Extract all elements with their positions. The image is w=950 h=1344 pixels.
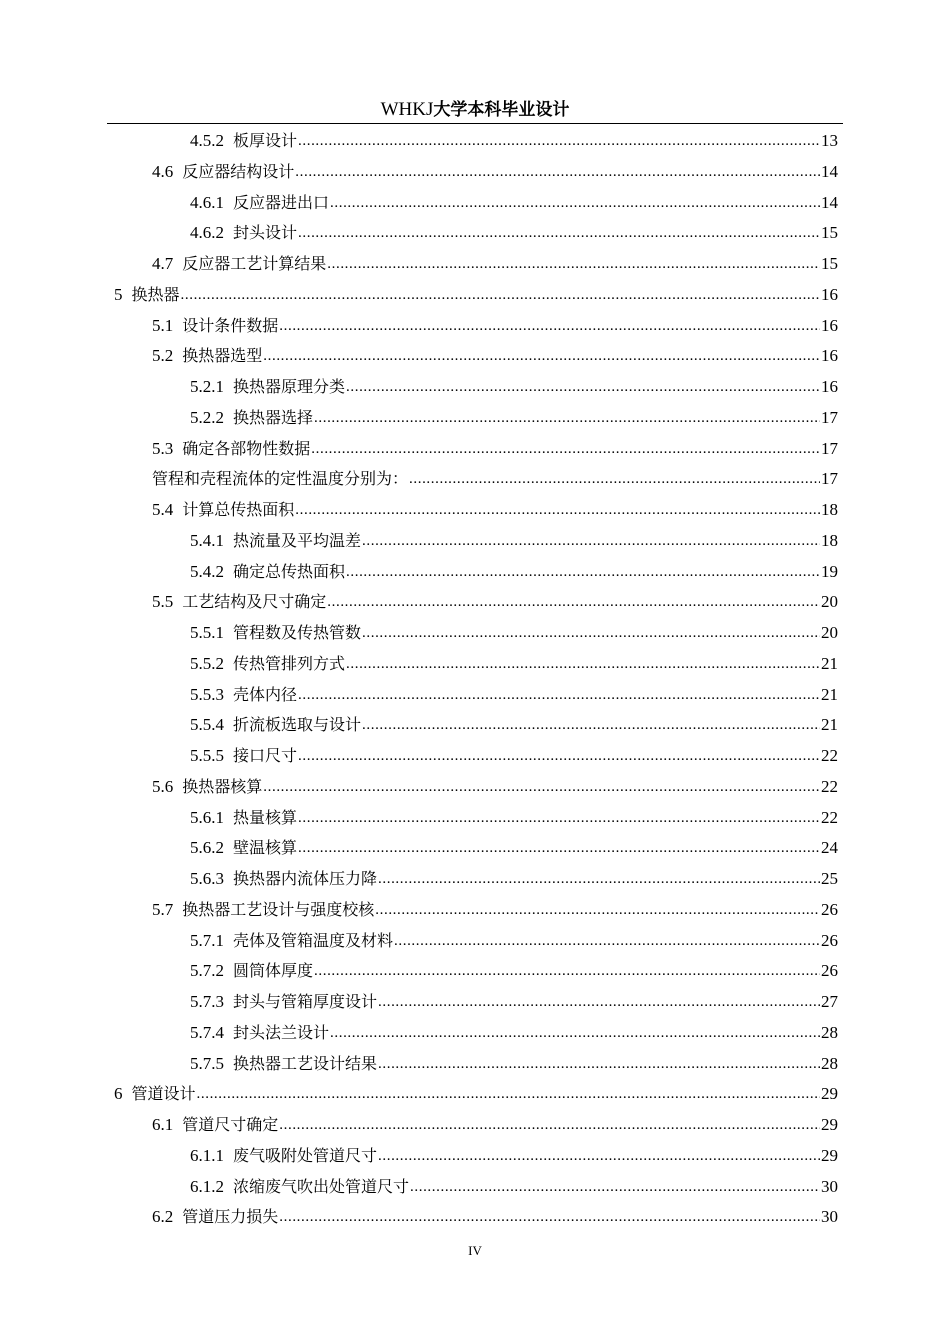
toc-entry[interactable] xyxy=(152,155,838,183)
toc-entry-page: 15 xyxy=(821,254,838,273)
toc-entry-number: 5.7.1 xyxy=(190,930,224,950)
toc-entry[interactable] xyxy=(190,555,838,583)
toc-entry[interactable] xyxy=(114,278,838,306)
toc-entry-page: 18 xyxy=(821,500,838,519)
toc-entry[interactable] xyxy=(190,862,838,890)
toc-entry-number: 5.7.3 xyxy=(190,992,224,1011)
toc-dot-leader xyxy=(279,315,820,337)
toc-entry-number: 5.6 xyxy=(152,776,174,796)
toc-entry-title: 设计条件数据 xyxy=(182,315,279,335)
toc-dot-leader xyxy=(311,438,820,460)
toc-entry-page: 13 xyxy=(821,131,838,150)
toc-entry-title: 浓缩废气吹出处管道尺寸 xyxy=(233,1176,410,1196)
toc-dot-leader xyxy=(327,591,820,613)
toc-entry-title: 废气吸附处管道尺寸 xyxy=(233,1145,378,1165)
toc-entry[interactable] xyxy=(190,985,838,1013)
toc-entry-page: 21 xyxy=(821,715,838,735)
toc-entry-page: 30 xyxy=(821,1207,838,1227)
toc-entry-page: 16 xyxy=(821,346,838,366)
toc-entry-page: 16 xyxy=(821,315,838,335)
toc-entry-title: 壳体及管箱温度及材料 xyxy=(233,930,394,950)
toc-entry-number: 5.7.5 xyxy=(190,1053,224,1073)
toc-entry[interactable] xyxy=(152,309,838,337)
toc-entry-number: 4.6.2 xyxy=(190,223,224,243)
toc-dot-leader xyxy=(362,530,820,552)
toc-entry-page: 14 xyxy=(821,192,838,212)
toc-entry-number: 5.2.2 xyxy=(190,407,224,427)
toc-entry-page: 24 xyxy=(821,838,838,858)
toc-dot-leader xyxy=(330,192,820,214)
toc-dot-leader xyxy=(378,1145,820,1167)
toc-dot-leader xyxy=(263,776,820,798)
toc-dot-leader xyxy=(279,1206,820,1228)
toc-dot-leader xyxy=(346,653,820,675)
toc-entry[interactable] xyxy=(190,370,838,398)
toc-entry-title: 热量核算 xyxy=(233,807,298,827)
toc-entry-page: 26 xyxy=(821,899,838,919)
toc-entry-page: 26 xyxy=(821,961,838,981)
toc-entry-number: 5.6.2 xyxy=(190,838,224,858)
toc-entry[interactable] xyxy=(190,524,838,552)
toc-entry-title: 工艺结构及尺寸确定 xyxy=(182,592,327,612)
toc-entry-number: 5.7.2 xyxy=(190,961,224,981)
toc-dot-leader xyxy=(346,561,820,583)
toc-dot-leader xyxy=(314,407,820,429)
toc-entry-title: 反应器结构设计 xyxy=(182,161,295,181)
toc-entry-page: 17 xyxy=(821,438,838,458)
toc-entry-number: 5.5 xyxy=(152,592,174,612)
toc-entry-page: 27 xyxy=(821,992,838,1011)
toc-entry-title: 换热器 xyxy=(131,284,180,304)
toc-entry[interactable] xyxy=(152,493,838,521)
toc-entry-number: 5.5.4 xyxy=(190,715,224,735)
toc-dot-leader xyxy=(330,1022,820,1044)
toc-entry-number: 6.2 xyxy=(152,1207,174,1227)
toc-entry-title: 管道尺寸确定 xyxy=(182,1115,279,1134)
toc-entry-number: 5.5.5 xyxy=(190,746,224,765)
toc-entry-page: 22 xyxy=(821,776,838,796)
toc-entry[interactable] xyxy=(190,954,838,982)
toc-dot-leader xyxy=(279,1114,820,1136)
toc-entry-page: 28 xyxy=(821,1022,838,1042)
toc-entry[interactable] xyxy=(152,432,838,460)
header-title: 大学本科毕业设计 xyxy=(433,100,570,120)
toc-dot-leader xyxy=(298,745,820,767)
toc-entry-title: 折流板选取与设计 xyxy=(233,715,362,735)
toc-entry-page: 30 xyxy=(821,1176,838,1196)
toc-entry-page: 16 xyxy=(821,377,838,396)
toc-entry[interactable] xyxy=(190,1047,838,1075)
toc-entry[interactable] xyxy=(190,1016,838,1044)
toc-entry-title: 换热器工艺设计与强度校核 xyxy=(182,899,375,919)
toc-entry[interactable] xyxy=(190,616,838,644)
toc-dot-leader xyxy=(298,837,820,859)
toc-dot-leader xyxy=(346,376,820,398)
toc-entry-number: 5.5.2 xyxy=(190,653,224,673)
toc-entry-title: 板厚设计 xyxy=(233,131,298,150)
toc-entry-title: 封头设计 xyxy=(233,223,298,243)
toc-entry[interactable] xyxy=(190,739,838,767)
toc-entry[interactable] xyxy=(152,1200,838,1228)
toc-entry-number: 5.7 xyxy=(152,899,174,919)
toc-entry-number: 6.1.2 xyxy=(190,1176,224,1196)
toc-entry-title: 反应器进出口 xyxy=(233,192,330,212)
toc-entry-page: 16 xyxy=(821,284,838,304)
toc-entry-title: 壁温核算 xyxy=(233,838,298,858)
toc-entry-title: 换热器原理分类 xyxy=(233,377,346,396)
toc-entry-title: 计算总传热面积 xyxy=(182,500,295,519)
toc-dot-leader xyxy=(409,468,820,490)
toc-entry[interactable] xyxy=(190,831,838,859)
toc-entry[interactable] xyxy=(152,1108,838,1136)
toc-entry-page: 21 xyxy=(821,684,838,704)
toc-dot-leader xyxy=(378,991,820,1013)
toc-entry-title: 换热器选择 xyxy=(233,407,314,427)
toc-entry[interactable] xyxy=(152,339,838,367)
toc-dot-leader xyxy=(263,345,820,367)
toc-entry[interactable] xyxy=(190,801,838,829)
toc-dot-leader xyxy=(314,960,820,982)
toc-entry-title: 换热器工艺设计结果 xyxy=(233,1053,378,1073)
toc-entry-page: 19 xyxy=(821,561,838,581)
toc-dot-leader xyxy=(362,714,820,736)
toc-entry-title: 壳体内径 xyxy=(233,684,298,704)
toc-entry-title: 传热管排列方式 xyxy=(233,653,346,673)
running-header xyxy=(107,96,843,124)
toc-entry-number: 5.4.2 xyxy=(190,561,224,581)
toc-entry-title: 封头法兰设计 xyxy=(233,1022,330,1042)
toc-entry-page: 29 xyxy=(821,1084,838,1104)
toc-entry-title: 反应器工艺计算结果 xyxy=(182,254,327,273)
header-latin: WHKJ xyxy=(380,99,434,120)
toc-entry[interactable] xyxy=(190,124,838,152)
toc-entry-title: 管程和壳程流体的定性温度分别为： xyxy=(152,469,409,489)
toc-entry[interactable] xyxy=(190,186,838,214)
toc-dot-leader xyxy=(327,253,820,275)
toc-entry-number: 6.1.1 xyxy=(190,1145,224,1165)
toc-entry-page: 15 xyxy=(821,223,838,243)
toc-entry-title: 接口尺寸 xyxy=(233,746,298,765)
toc-entry-number: 5.6.3 xyxy=(190,869,224,888)
toc-entry-page: 29 xyxy=(821,1115,838,1134)
toc-entry[interactable] xyxy=(190,678,838,706)
toc-entry-title: 管程数及传热管数 xyxy=(233,623,362,642)
toc-dot-leader xyxy=(362,622,820,644)
toc-dot-leader xyxy=(378,868,820,890)
toc-entry[interactable] xyxy=(190,1139,838,1167)
toc-entry-title: 确定总传热面积 xyxy=(233,561,346,581)
toc-dot-leader xyxy=(181,284,820,306)
toc-entry-number: 5.7.4 xyxy=(190,1022,224,1042)
toc-entry[interactable] xyxy=(190,924,838,952)
toc-entry-title: 换热器选型 xyxy=(182,346,263,366)
toc-entry-page: 14 xyxy=(821,161,838,181)
toc-entry-title: 确定各部物性数据 xyxy=(182,438,311,458)
toc-entry[interactable] xyxy=(190,708,838,736)
toc-entry[interactable] xyxy=(190,401,838,429)
toc-entry-title: 换热器核算 xyxy=(182,776,263,796)
page-number: IV xyxy=(468,1243,482,1258)
toc-entry-number: 5.2.1 xyxy=(190,377,224,396)
toc-dot-leader xyxy=(298,807,820,829)
toc-entry-title: 热流量及平均温差 xyxy=(233,530,362,550)
toc-dot-leader xyxy=(295,499,820,521)
toc-entry-title: 管道设计 xyxy=(131,1084,196,1104)
toc-dot-leader xyxy=(295,161,820,183)
toc-entry[interactable] xyxy=(190,216,838,244)
toc-entry-number: 5.5.3 xyxy=(190,684,224,704)
toc-entry-number: 5.6.1 xyxy=(190,807,224,827)
toc-entry-number: 4.5.2 xyxy=(190,131,224,150)
toc-entry-page: 20 xyxy=(821,623,838,642)
toc-entry-number: 5.2 xyxy=(152,346,174,366)
toc-dot-leader xyxy=(375,899,820,921)
toc-entry-number: 5.1 xyxy=(152,315,174,335)
toc-entry[interactable] xyxy=(152,770,838,798)
toc-entry-title: 封头与管箱厚度设计 xyxy=(233,992,378,1011)
toc-entry[interactable] xyxy=(152,893,838,921)
toc-entry[interactable] xyxy=(152,585,838,613)
toc-entry-page: 22 xyxy=(821,807,838,827)
toc-entry-page: 28 xyxy=(821,1053,838,1073)
toc-dot-leader xyxy=(197,1083,820,1105)
toc-entry-page: 17 xyxy=(821,407,838,427)
toc-entry-number: 6.1 xyxy=(152,1115,174,1134)
toc-entry-title: 换热器内流体压力降 xyxy=(233,869,378,888)
toc-entry-page: 26 xyxy=(821,930,838,950)
toc-entry-number: 4.7 xyxy=(152,254,174,273)
toc-dot-leader xyxy=(410,1176,820,1198)
toc-entry-title: 圆筒体厚度 xyxy=(233,961,314,981)
toc-entry-page: 22 xyxy=(821,746,838,765)
toc-entry-page: 20 xyxy=(821,592,838,612)
toc-entry-number: 4.6 xyxy=(152,161,174,181)
toc-entry-number: 5.4 xyxy=(152,500,174,519)
toc-entry[interactable] xyxy=(190,1170,838,1198)
toc-dot-leader xyxy=(394,930,820,952)
toc-entry[interactable] xyxy=(114,1077,838,1105)
toc-entry-number: 6 xyxy=(114,1084,123,1104)
toc-entry-page: 29 xyxy=(821,1145,838,1165)
toc-entry-page: 17 xyxy=(821,469,838,489)
toc-entry-number: 5.5.1 xyxy=(190,623,224,642)
toc-entry-number: 5.3 xyxy=(152,438,174,458)
toc-entry[interactable] xyxy=(190,647,838,675)
toc-entry[interactable] xyxy=(152,247,838,275)
toc-dot-leader xyxy=(298,130,820,152)
toc-entry-page: 21 xyxy=(821,653,838,673)
toc-dot-leader xyxy=(298,684,820,706)
toc-entry-number: 5 xyxy=(114,284,123,304)
toc-entry-page: 25 xyxy=(821,869,838,888)
toc-entry-title: 管道压力损失 xyxy=(182,1207,279,1227)
toc-entry[interactable] xyxy=(152,462,838,490)
toc-entry-page: 18 xyxy=(821,530,838,550)
toc-dot-leader xyxy=(298,222,820,244)
toc-entry-number: 4.6.1 xyxy=(190,192,224,212)
toc-dot-leader xyxy=(378,1053,820,1075)
toc-entry-number: 5.4.1 xyxy=(190,530,224,550)
